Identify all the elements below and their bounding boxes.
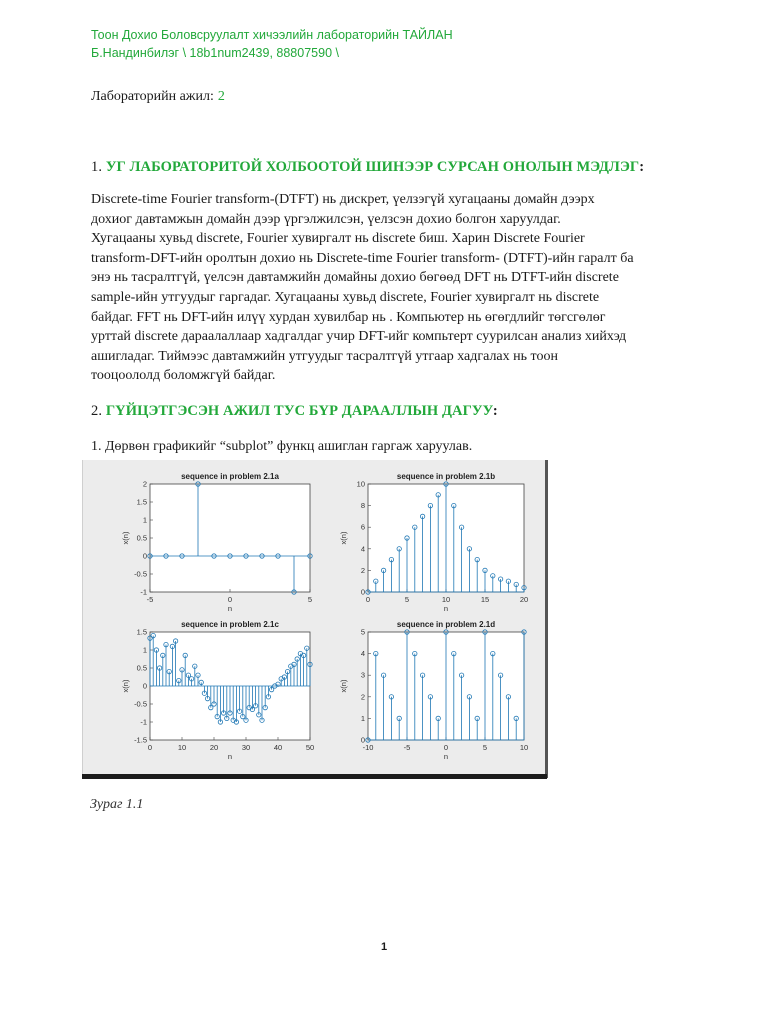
x-axis-label: n [227,752,233,761]
x-axis-label: n [443,604,449,613]
y-axis-label: x(n) [121,531,130,545]
paragraph-line: ашигладаг. Тиймээс давтамжийн утгуудыг тасралтгүй утгаар хадгалах нь тоон [91,348,558,364]
section-1-colon: : [639,159,645,175]
page-number: 1 [380,941,388,953]
ytick-label: 0 [142,681,147,691]
section-2-heading [91,403,498,420]
xtick-label: 0 [443,743,449,752]
ytick-label: -0.5 [134,569,147,579]
xtick-label: 10 [177,743,187,752]
ytick-label: 3 [360,670,365,680]
xtick-label: 0 [365,595,371,604]
ytick-label: -0.5 [134,699,147,709]
ytick-label: 1.5 [136,627,147,637]
ytick-label: 0.5 [136,533,147,543]
ytick-label: 5 [360,627,365,637]
ytick-label: 4 [360,544,365,554]
ytick-label: 1 [142,645,147,655]
ytick-label: 4 [360,649,365,659]
ytick-label: 1.5 [136,497,147,507]
xtick-label: 0 [227,595,233,604]
subplot-title: sequence in problem 2.1c [181,620,279,629]
lab-number: 2 [217,89,225,104]
subplot-figure-svg [83,460,545,774]
paragraph-line: энэ нь тасралтгүй, үелсэн давтамжийн домайны дохио бөгөөд DFT нь DTFT-ийн discrete [91,270,619,286]
xtick-label: 40 [273,743,283,752]
ytick-label: 0 [360,735,365,745]
report-header [91,26,453,62]
x-axis-label: n [227,604,233,613]
xtick-label: -5 [146,595,154,604]
section-1-heading [91,159,644,176]
lab-label: Лабораторийн ажил: [91,89,214,104]
y-axis-label: x(n) [339,679,348,693]
section-2-title: ГҮЙЦЭТГЭСЭН АЖИЛ ТУС БҮР ДАРААЛЛЫН ДАГУУ [105,403,493,419]
xtick-label: 15 [480,595,490,604]
axes-box [150,484,310,592]
ytick-label: 2 [360,565,365,575]
xtick-label: 0 [147,743,153,752]
ytick-label: 0 [360,587,365,597]
xtick-label: 30 [241,743,251,752]
section-2-number: 2. [91,403,103,419]
ytick-label: -1 [140,587,147,597]
ytick-label: 2 [360,692,365,702]
ytick-label: 2 [142,479,147,489]
xtick-label: 5 [482,743,488,752]
ytick-label: -1.5 [134,735,147,745]
y-axis-label: x(n) [339,531,348,545]
figure-border [82,774,547,779]
paragraph-line: байдаг. FFT нь DFT-ийн илүү хурдан хувилбар нь . Компьютер нь өгөгдлийг төгсгөлөг [91,309,606,325]
ytick-label: 8 [360,501,365,511]
xtick-label: 20 [519,595,529,604]
theory-paragraph [91,190,683,386]
paragraph-line: Discrete-time Fourier transform-(DTFT) нь дискрет, үелзэгүй хугацааны домайн дээрх [91,192,595,207]
ytick-label: 0 [142,551,147,561]
paragraph-line: тооцоололд боломжгүй байдаг. [91,368,276,384]
paragraph-line: transform-DFT-ийн оролтын дохио нь Discrete-time Fourier transform- (DTFT)-ийн гаралт ба [91,250,634,266]
xtick-label: -10 [362,743,374,752]
report-title: Тоон Дохио Боловсруулалт хичээлийн лабораторийн ТАЙЛАН [91,28,453,42]
ytick-label: 1 [360,713,365,723]
xtick-label: -5 [403,743,411,752]
paragraph-line: sample-ийн утгуудыг гаргадаг. Хугацааны хувьд discrete, Fourier хувиргалт нь discrete [91,289,600,305]
paragraph-line: дохиог давтамжын домайн дээр үргэлжилсэн, үелзсэн дохио болгон харуулдаг. [91,211,561,227]
paragraph-line: Хугацааны хувьд discrete, Fourier хувиргалт нь discrete биш. Харин Discrete Fourier [91,231,585,247]
y-axis-label: x(n) [121,679,130,693]
ytick-label: 6 [360,522,365,532]
xtick-label: 50 [305,743,315,752]
section-2-colon: : [492,403,498,419]
xtick-label: 10 [441,595,451,604]
figure-caption: Зураг 1.1 [90,797,144,812]
author-line: Б.Нандинбилэг \ 18b1num2439, 88807590 \ [91,46,339,60]
xtick-label: 10 [519,743,529,752]
xtick-label: 5 [404,595,410,604]
figure-subplots [82,460,548,778]
ytick-label: 1 [142,515,147,525]
section-1-number: 1. [91,159,103,175]
section-1-title: УГ ЛАБОРАТОРИТОЙ ХОЛБООТОЙ ШИНЭЭР СУРСАН ОНОЛЫН МЭДЛЭГ [105,159,640,175]
ytick-label: -1 [140,717,147,727]
task-description: 1. Дөрвөн графикийг “subplot” функц ашиглан гаргаж харуулав. [91,439,473,454]
paragraph-line: урттай discrete дараалаллаар хадгалдаг учир DFT-ийг компьтерт суурилсан анализ хийхэд [91,329,627,345]
subplot-title: sequence in problem 2.1b [396,472,496,481]
x-axis-label: n [443,752,449,761]
subplot-title: sequence in problem 2.1a [181,472,279,481]
xtick-label: 20 [209,743,219,752]
lab-number-line [91,87,225,107]
ytick-label: 10 [356,479,365,489]
ytick-label: 0.5 [136,663,147,673]
subplot-title: sequence in problem 2.1d [396,620,496,629]
xtick-label: 5 [307,595,313,604]
